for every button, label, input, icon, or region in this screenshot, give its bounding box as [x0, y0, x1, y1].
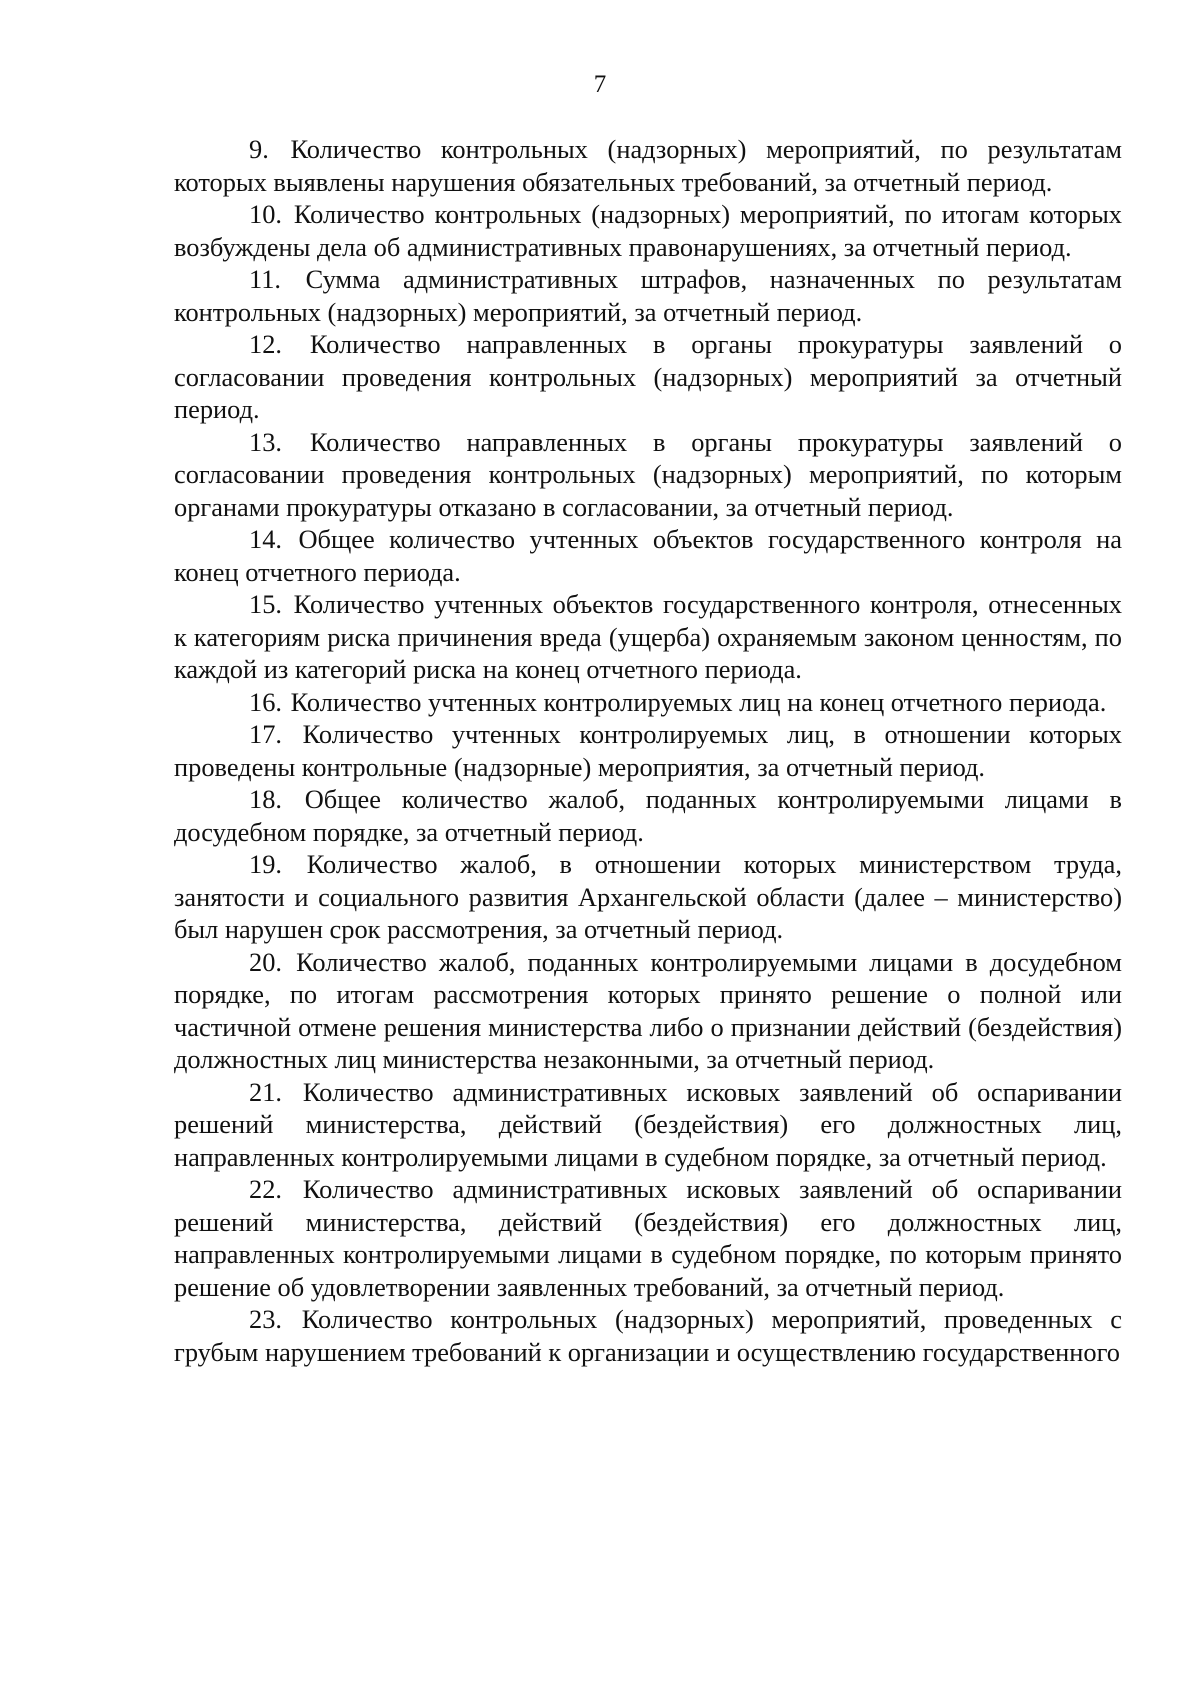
paragraph-number: 11. [249, 264, 282, 294]
paragraph-number: 14. [249, 524, 282, 554]
document-body [174, 133, 1122, 1368]
page-number: 7 [593, 71, 607, 98]
paragraph-number: 12. [249, 329, 282, 359]
paragraph-number: 17. [249, 719, 282, 749]
paragraph-number: 23. [249, 1304, 282, 1334]
paragraph-number: 15. [249, 589, 282, 619]
paragraph-text: Количество направленных в органы прокуратуры заявлений о согласовании проведения контрольных (надзорных) мероприятий за отчетный период. [174, 329, 1122, 424]
paragraph-item-20 [174, 946, 1122, 1076]
paragraph-text: Количество учтенных объектов государственного контроля, отнесенных к категориям риска причинения вреда (ущерба) охраняемым законом ценностям, по каждой из категорий риска на конец отчетного периода. [174, 589, 1123, 684]
paragraph-item-23 [174, 1303, 1122, 1368]
paragraph-text: Количество направленных в органы прокуратуры заявлений о согласовании проведения контрольных (надзорных) мероприятий, по которым органами прокуратуры отказано в согласовании, за отчетный период. [174, 426, 1122, 522]
paragraph-item-19 [174, 848, 1122, 946]
paragraph-text: Количество административных исковых заявлений об оспаривании решений министерства, действий (бездействия) его должностных лиц, направленных контролируемыми лицами в судебном порядке, по которым принято решение об удовлетворении заявленных требований, за отчетный период. [174, 1174, 1122, 1302]
paragraph-text: Количество жалоб, поданных контролируемыми лицами в досудебном порядке, по итогам рассмотрения которых принято решение о полной или частичной отмене решения министерства либо о признании действий (бездействия) должностных лиц министерства незаконными, за отчетный период. [174, 946, 1122, 1074]
paragraph-item-14 [174, 523, 1122, 588]
paragraph-item-21 [174, 1076, 1122, 1174]
paragraph-item-18 [174, 783, 1122, 848]
paragraph-number: 9. [249, 134, 269, 164]
paragraph-text: Количество контрольных (надзорных) мероприятий, по итогам которых возбуждены дела об административных правонарушениях, за отчетный период. [174, 199, 1122, 262]
paragraph-item-17 [174, 718, 1122, 783]
paragraph-item-22 [174, 1173, 1122, 1303]
paragraph-number: 18. [249, 784, 282, 814]
paragraph-text: Количество учтенных контролируемых лиц, в отношении которых проведены контрольные (надзорные) мероприятия, за отчетный период. [174, 719, 1122, 782]
paragraph-text: Общее количество жалоб, поданных контролируемыми лицами в досудебном порядке, за отчетный период. [174, 784, 1122, 847]
paragraph-item-15 [174, 588, 1122, 686]
paragraph-item-10 [174, 198, 1122, 263]
paragraph-text: Количество административных исковых заявлений об оспаривании решений министерства, действий (бездействия) его должностных лиц, направленных контролируемыми лицами в судебном порядке, за отчетный период. [174, 1076, 1122, 1172]
paragraph-text: Количество жалоб, в отношении которых министерством труда, занятости и социального развития Архангельской области (далее – министерство) был нарушен срок рассмотрения, за отчетный период. [174, 849, 1122, 944]
paragraph-item-16 [174, 686, 1122, 719]
paragraph-text: Количество контрольных (надзорных) мероприятий, проведенных с грубым нарушением требований к организации и осуществлению государственного [174, 1304, 1122, 1367]
paragraph-number: 22. [249, 1174, 282, 1204]
paragraph-number: 20. [249, 946, 282, 977]
paragraph-text: Сумма административных штрафов, назначенных по результатам контрольных (надзорных) мероприятий, за отчетный период. [174, 264, 1122, 327]
paragraph-item-13 [174, 426, 1122, 524]
paragraph-number: 21. [249, 1076, 282, 1107]
paragraph-item-11 [174, 263, 1122, 328]
paragraph-text: Количество контрольных (надзорных) мероприятий, по результатам которых выявлены нарушения обязательных требований, за отчетный период. [174, 134, 1122, 197]
paragraph-number: 16. [249, 686, 282, 717]
paragraph-item-9 [174, 133, 1122, 198]
paragraph-item-12 [174, 328, 1122, 426]
paragraph-number: 19. [249, 849, 282, 879]
paragraph-number: 10. [249, 199, 282, 229]
paragraph-number: 13. [249, 426, 282, 457]
paragraph-text: Общее количество учтенных объектов государственного контроля на конец отчетного периода. [174, 524, 1123, 587]
paragraph-text: Количество учтенных контролируемых лиц на конец отчетного периода. [290, 686, 1107, 717]
